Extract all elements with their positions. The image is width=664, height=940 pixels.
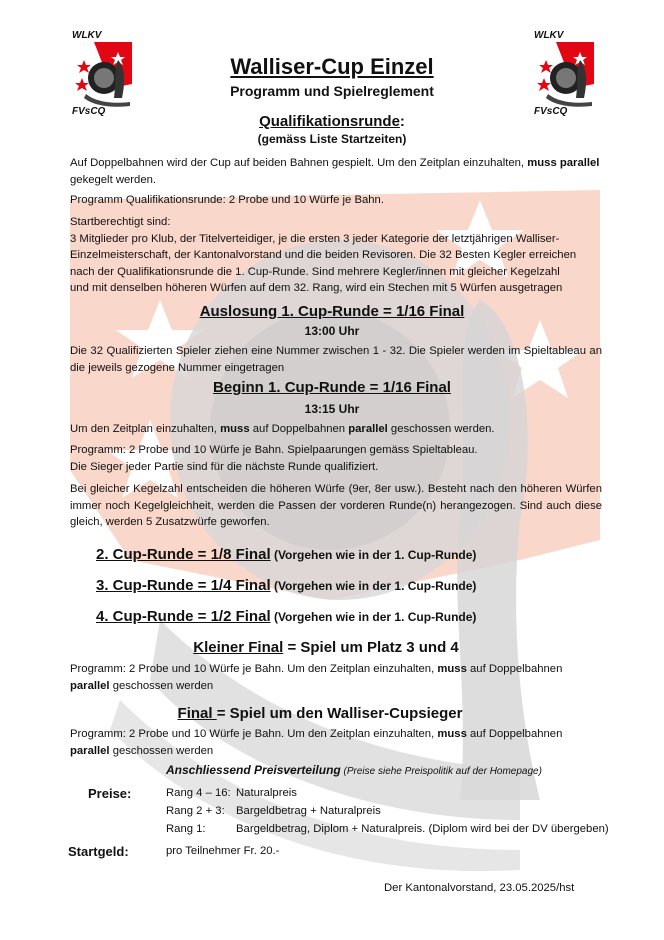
prize-row-1: Rang 4 – 16: Naturalpreis <box>166 787 297 799</box>
prize-row-3: Rang 1: Bargeldbetrag, Diplom + Naturalpreis. (Diplom wird bei der DV übergeben) <box>166 823 609 835</box>
footer-signature: Der Kantonalvorstand, 23.05.2025/hst <box>384 882 575 894</box>
qual-paragraph-1: Auf Doppelbahnen wird der Cup auf beiden Bahnen gespielt. Um den Zeitplan einzuhalten, muss parallel gekegelt werden. <box>70 157 600 186</box>
emblem-icon <box>72 40 136 108</box>
final-heading: Final = Spiel um den Walliser-Cupsieger <box>177 705 463 722</box>
round-4-heading: 4. Cup-Runde = 1/2 Final (Vorgehen wie in der 1. Cup-Runde) <box>96 608 477 625</box>
kleiner-final-heading: Kleiner Final = Spiel um Platz 3 und 4 <box>193 639 459 656</box>
page-title: Walliser-Cup Einzel <box>230 54 434 79</box>
beginn-paragraph-2: Programm: 2 Probe und 10 Würfe je Bahn. Spielpaarungen gemäss Spieltableau. Die Sieger jeder Partie sind für die nächste Runde qualifiziert. <box>70 444 478 473</box>
qual-subheading: (gemäss Liste Startzeiten) <box>257 132 407 146</box>
logo-right <box>534 30 598 122</box>
kleiner-final-text: Programm: 2 Probe und 10 Würfe je Bahn. Um den Zeitplan einzuhalten, muss auf Doppelbahnen parallel geschossen werden <box>70 663 563 692</box>
prize-row-2: Rang 2 + 3: Bargeldbetrag + Naturalpreis <box>166 805 381 817</box>
qual-paragraph-2: Programm Qualifikationsrunde: 2 Probe und 10 Würfe je Bahn. <box>70 194 384 206</box>
preise-label: Preise: <box>88 786 132 801</box>
auslosung-time: 13:00 Uhr <box>304 324 360 338</box>
round-2-heading: 2. Cup-Runde = 1/8 Final (Vorgehen wie in der 1. Cup-Runde) <box>96 546 477 563</box>
qual-paragraph-3: Startberechtigt sind: 3 Mitglieder pro Klub, der Titelverteidiger, je die ersten 3 jeder Kategorie der letztjährigen Walliser- Einzelmeisterschaft, der Kantonalvorstand und die beiden Revisoren. Die 32 Besten Kegler erreichen nach der Qualifikationsrunde die 1. Cup-Runde. Sind mehrere Kegler/innen mit gleicher Kegelzahl und mit denselben höheren Würfen auf dem 32. Rang, wird ein Stechen mit 5 Würfen ausgetragen <box>70 216 577 294</box>
final-text: Programm: 2 Probe und 10 Würfe je Bahn. Um den Zeitplan einzuhalten, muss auf Doppelbahnen parallel geschossen werden <box>70 728 563 757</box>
emblem-icon <box>534 40 598 108</box>
auslosung-text: Die 32 Qualifizierten Spieler ziehen eine Nummer zwischen 1 - 32. Die Spieler werden im Spieltableau an die jeweils gezogene Nummer eingetragen <box>70 345 602 374</box>
logo-text-top: WLKV <box>72 30 102 41</box>
logo-text-top: WLKV <box>534 30 564 41</box>
beginn-heading: Beginn 1. Cup-Runde = 1/16 Final <box>213 379 451 396</box>
page-subtitle: Programm und Spielreglement <box>230 83 434 99</box>
logo-text-bottom: FVsCQ <box>534 106 568 117</box>
logo-left <box>72 30 136 122</box>
preisverteilung-line: Anschliessend Preisverteilung (Preise siehe Preispolitik auf der Homepage) <box>166 763 542 777</box>
startgeld-label: Startgeld: <box>68 844 129 859</box>
auslosung-heading: Auslosung 1. Cup-Runde = 1/16 Final <box>199 303 465 320</box>
logo-text-bottom: FVsCQ <box>72 106 106 117</box>
beginn-paragraph-1: Um den Zeitplan einzuhalten, muss auf Doppelbahnen parallel geschossen werden. <box>70 423 495 435</box>
beginn-paragraph-3: Bei gleicher Kegelzahl entscheiden die höheren Würfe (9er, 8er usw.). Besteht nach den höheren Würfen immer noch Kegelgleichheit, werden die Passen der vorderen Runde(n) herangezogen. Sind auch diese gleich, werden 5 Zusatzwürfe geworfen. <box>70 483 602 528</box>
qual-heading: Qualifikationsrunde: <box>259 113 405 130</box>
startgeld-text: pro Teilnehmer Fr. 20.- <box>166 845 280 857</box>
round-3-heading: 3. Cup-Runde = 1/4 Final (Vorgehen wie in der 1. Cup-Runde) <box>96 577 477 594</box>
beginn-time: 13:15 Uhr <box>304 402 360 416</box>
